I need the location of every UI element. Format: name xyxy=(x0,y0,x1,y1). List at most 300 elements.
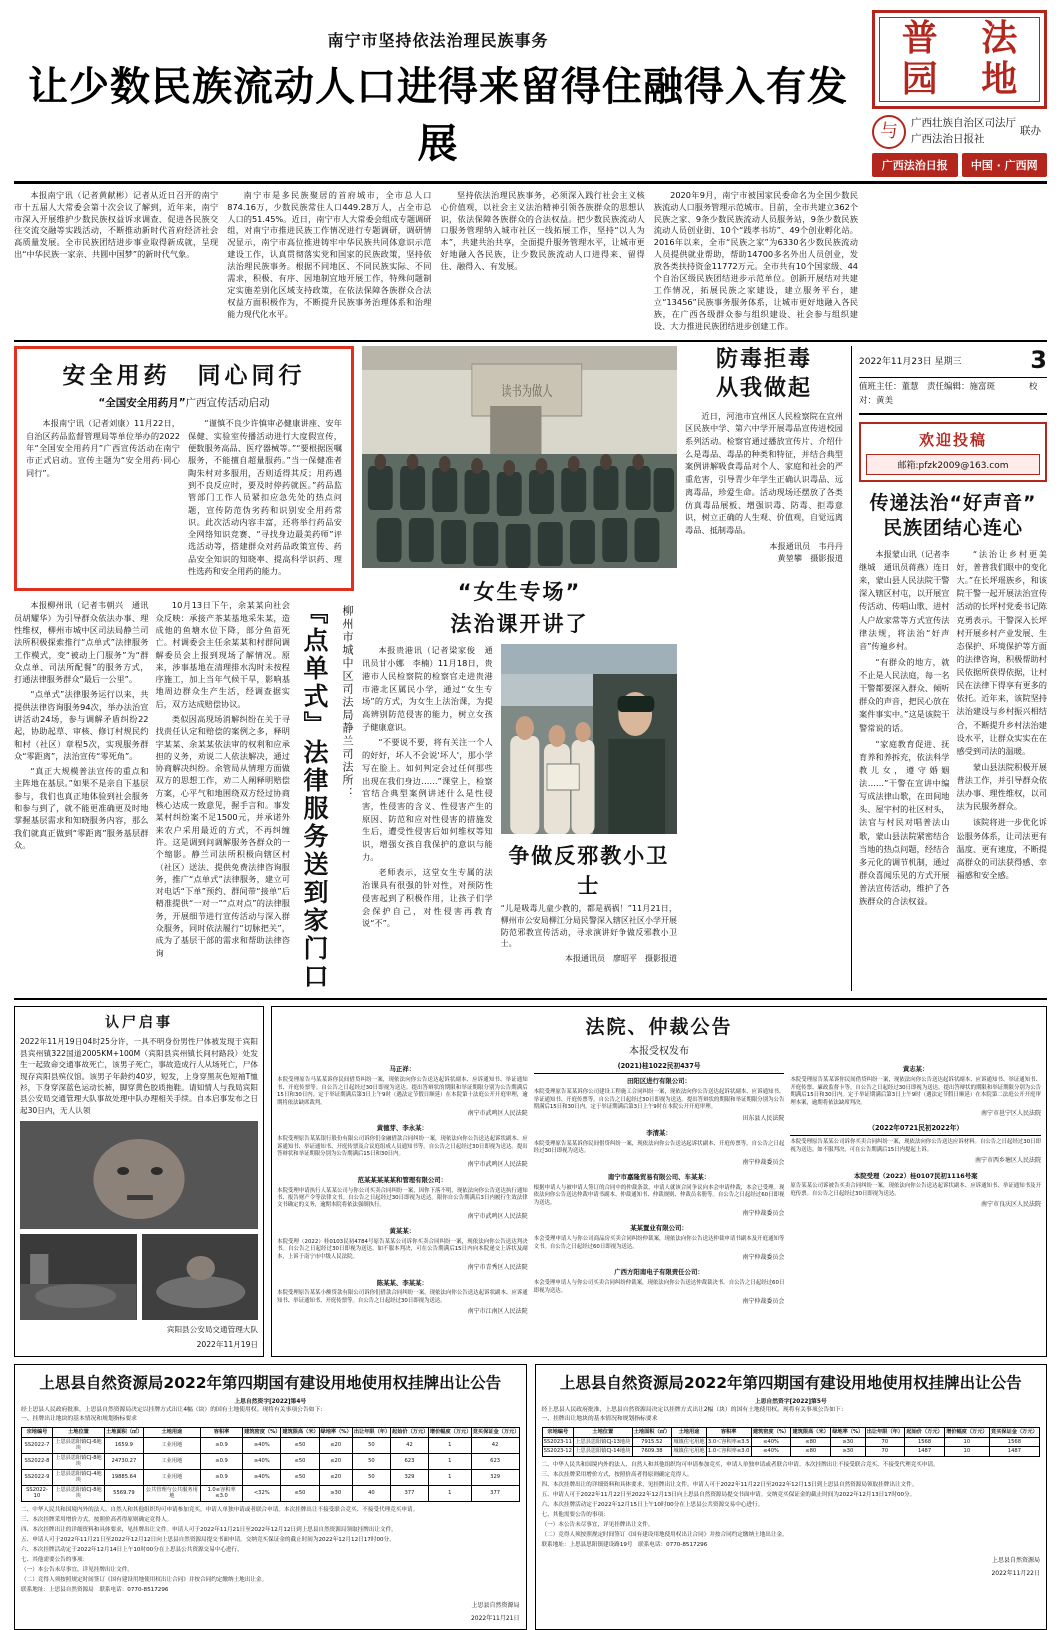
land-ad-1-code: 上思自然资字[2022]第4号 xyxy=(234,1398,307,1405)
notice-item xyxy=(277,1279,528,1317)
publisher-org-1: 广西壮族自治区司法厅 xyxy=(911,117,1016,130)
th: 建筑限高（米） xyxy=(282,1429,319,1436)
th: 增价幅度（万元） xyxy=(946,1429,988,1436)
notice-signature: 田东县人民法院 xyxy=(742,1114,785,1122)
th: 建筑密度（%） xyxy=(244,1429,281,1436)
court-notice-columns xyxy=(277,1062,1041,1322)
td: ≥40% xyxy=(243,1437,281,1453)
notice-party: 本院受理（2022）桂0107民初1116号案 xyxy=(853,1171,978,1180)
notice-item xyxy=(277,1065,528,1118)
td: 10 xyxy=(944,1447,989,1457)
lead-col-1 xyxy=(14,190,218,336)
td: 城镇住宅用地 xyxy=(673,1448,705,1455)
land-ad-paragraph: 二、中华人民共和国境内外的法人、自然人和其他组织均可申请参加竞买，申请人单独申请或者联合申请。本次挂牌出让不接受联合竞买、不接受代理竞买申请。 xyxy=(21,1506,419,1513)
court-notice-subtitle: 本报受权发布 xyxy=(629,1046,689,1058)
td: 377 xyxy=(471,1485,519,1501)
photo-story-3-credit-1: 本报通讯员 韦丹丹 xyxy=(769,540,843,551)
td: ≥40% xyxy=(243,1453,281,1469)
notice-signature: 南宁仲裁委员会 xyxy=(742,1210,785,1218)
notice-signature: 南宁市武鸣区人民法院 xyxy=(467,1161,528,1169)
th: 竞买保证金（万元） xyxy=(991,1429,1038,1436)
pufa-yuandi-logo xyxy=(872,10,1047,109)
logo-char-2: 法 xyxy=(981,17,1018,59)
th: 绿地率（%） xyxy=(320,1429,352,1436)
notice-item xyxy=(790,1065,1041,1118)
notice-item xyxy=(277,1124,528,1169)
brand-ribbon xyxy=(872,153,1047,177)
masthead-title: 让少数民族流动人口进得来留得住融得入有发展 xyxy=(28,64,848,167)
notice-body: 本会受理申请人与你公司买卖合同纠纷仲裁案，现依法向你公告送达仲裁裁决书。自公告之日起经过60日即视为送达。 xyxy=(533,1280,785,1294)
photo-story-3-title-1: 防毒拒毒 xyxy=(715,347,812,373)
table-header-row xyxy=(542,1428,1040,1438)
td: 329 xyxy=(471,1469,519,1485)
ribbon-item-1[interactable]: 广西法治日报 xyxy=(872,153,958,177)
notice-party: 陈某某、李某某： xyxy=(376,1278,428,1287)
boxed-paragraph: “谨慎不良少许慎审必健康讲座、安年保健、实验室传播活动进行大度假宣传，便数服务高品、医疗器械等。”“要根据医嘱服务，不能擅自超量服药。”当一保健准者陶朱村对多服用，否则适得其反；用药遇到不良反应时，要及时停药就医。”药品监管部门工作人员紧扣应急先处的热点问题，宣传防范伪劣药和识别安全用药常识。此次活动内容丰富，还将举行药品安全网络知识竞赛、“寻找身边最美药师”评选活动等，搭建群众对药品政策宣传、药品安全知识的知晓率、提高科学识药、理性选药和安全用药的能力。 xyxy=(188,418,342,577)
td: 24730.27 xyxy=(105,1453,144,1469)
td: SS2023-12 xyxy=(543,1448,572,1455)
notice-party: 黄德芽、李永某： xyxy=(376,1124,428,1133)
notice-body: 根据申请人与被申请人签订的合同中的仲裁条款，申请人就该合同争议向本会申请仲裁，本会已受理。现依法向你公告送达仲裁申请书副本、仲裁通知书、仲裁规则、仲裁员名册等。自公告之日起经过60日即视为送达。 xyxy=(533,1184,785,1206)
td: 42 xyxy=(471,1437,519,1453)
photo-story-1-title: 争做反邪教小卫士 xyxy=(508,844,670,899)
td: ≤80 xyxy=(791,1437,831,1447)
vertical-paragraph: “点单式”法律服务运行以来，共提供法律咨询服务94次，举办法治宣讲活动24场，参与调解矛盾纠纷22起，协助起草、审核、修订村规民约和村（社区）章程5次，实现服务群众“零距离”，法治宣传“零死角”。 xyxy=(14,689,149,761)
td: 7609.38 xyxy=(632,1447,672,1457)
seal-icon: 与 xyxy=(872,115,906,149)
lead-col-spacer xyxy=(867,190,1047,336)
td: SS2022-10 xyxy=(22,1485,53,1501)
td: 上思县思阳镇CJ-13地块 xyxy=(575,1438,631,1445)
rail-headline-2: 民族团结心连心 xyxy=(882,517,1023,540)
notice-left-photo-row xyxy=(20,1234,258,1320)
rail-paragraph: 蒙山县法院积极开展普法工作，并引导群众依法办事、理性维权，以司法为民服务群众。 xyxy=(956,761,1047,812)
td: 1 xyxy=(428,1469,471,1485)
notice-left-text: 2022年11月19日04时25分许，一具不明身份男性尸体被发现于宾阳县宾州镇322国道2005KM+100M（宾阳县宾州镇长间村路段）处发生一起致命交通事故死亡，该男子死亡，事故造成行人从场死亡，尸体现存宾阳县殡仪馆。该男子年龄约40岁，短发，上身穿黑灰色短袖T恤衫，下身穿深蓝色运动长裤，脚穿黄色胶质拖鞋。请知情人与我局宾阳县公安局交通管理大队事故处理中队办理相关手续。自本启事发布之日起30日内，无人认领 xyxy=(20,1037,258,1115)
court-notice-col-1 xyxy=(277,1062,528,1322)
lead-paragraph: 坚持依法治理民族事务，必须深入践行社会主义核心价值观，以社会主义法治精神引领各族群众的思想认识，依法保障各族群众的合法权益。把少数民族流动人口服务管理纳入城市社区一线拓展工作，坚持“以人为本”，共建共治共享，全面提升服务管理水平，让城市更好地融入各民族，让少数民族流动人口进得来、留得住、融得入、有发展。 xyxy=(440,189,645,272)
mid-paragraph: 本报贵港讯（记者梁家俊 通讯员甘小娜 李楠）11月18日，贵港市人民检察院的检察官走进贵港市港北区属民小学，通过“女生专场”的方式，为女生上法治课，为提高辨别防范侵害的能力，树立女孩子健康意识。 xyxy=(362,645,493,732)
court-arbitration-notices xyxy=(271,1006,1047,1357)
land-ad-paragraph: 三、本次挂牌采用增价方式，按照价高者得原则确定竞得人。 xyxy=(541,1471,693,1478)
photo-story-2-body xyxy=(362,644,493,964)
th: 宗地编号 xyxy=(22,1428,53,1438)
svg-text:读书为做人: 读书为做人 xyxy=(501,383,553,400)
lead-col-3 xyxy=(441,190,645,336)
notice-left-title: 认尸启事 xyxy=(105,1015,173,1032)
photo-classroom-illustration xyxy=(362,346,677,568)
td: 42 xyxy=(391,1437,429,1453)
td: ≤80 xyxy=(791,1447,831,1457)
land-ad-paragraph: 联系地址：上思县自然资源局 联系电话：0770-8517296 xyxy=(21,1587,169,1594)
land-ad-paragraph: 四、本次挂牌出让的详细资料和具体要求，见挂牌出让文件。申请人可于2022年11月22日至2022年12月13日到上思县自然资源局领取挂牌出让文件。 xyxy=(541,1481,918,1488)
td: 工业用地 xyxy=(143,1453,200,1469)
submission-box xyxy=(859,422,1047,482)
rail-paragraph: 本报蒙山讯（记者李继城 通讯员蒋燕）连日来，蒙山县人民法院干警深入辖区村屯，以开展宣传活动、传唱山歌、进村人户故家常等方式宣传法律法规，将法治“好声音”传遍乡村。 xyxy=(859,548,950,651)
land-ad-2-lead: 经上思县人民政府批准，上思县自然资源局决定以挂牌方式出让2幅（块）的国有土地使用权。现将有关事项公告如下： xyxy=(541,1407,847,1414)
photo-scene-2 xyxy=(142,1234,259,1320)
photo-story-3-body xyxy=(685,410,843,537)
td: 1 xyxy=(428,1485,471,1501)
td: 城镇住宅用地 xyxy=(673,1438,705,1445)
table-row xyxy=(542,1437,1040,1447)
boxed-story-subhead-quoted: “全国安全用药月” xyxy=(98,397,186,410)
notice-item xyxy=(534,1224,785,1262)
td: 1568 xyxy=(989,1437,1039,1447)
masthead-kicker: 南宁市坚持依法治理民族事务 xyxy=(327,31,549,50)
land-ad-1-lead: 经上思县人民政府批准，上思县自然资源局决定以挂牌方式出让4幅（块）的国有土地使用权。现将有关事项公告如下： xyxy=(21,1407,327,1414)
submission-email[interactable]: 邮箱:pfzk2009@163.com xyxy=(866,454,1040,475)
page-number: 3 xyxy=(1030,346,1047,375)
notice-body: 本院受理申请执行人某某公司与你公司买卖合同纠纷一案，因你下落不明，现依法向你公告送达执行通知书、报告财产令等法律文书。自公告之日起经过30日即视为送达。限你自公告期满后3日内履行生效法律文书确定的义务，逾期本院将依法强制执行。 xyxy=(277,1187,528,1209)
td: SS2022-8 xyxy=(22,1453,53,1469)
th: 土地位置 xyxy=(52,1428,104,1438)
td: 5569.79 xyxy=(105,1485,144,1501)
right-rail xyxy=(851,346,1047,991)
lead-col-2 xyxy=(227,190,431,336)
land-ad-paragraph: 七、其他需要公告的事项： xyxy=(21,1557,89,1564)
table-row xyxy=(542,1447,1040,1457)
land-ad-paragraph: 七、其他需要公告的事项： xyxy=(541,1512,609,1519)
photo-anticult xyxy=(501,644,677,834)
th: 出让年限（年） xyxy=(866,1429,904,1436)
lead-paragraph: 南宁市是多民族聚居的首府城市，全市总人口874.16万，少数民族常住人口449.28万人，占全市总人口的51.45%。近日，南宁市人大常委会组成专题调研组，对南宁市推进民族工作情况进行专题调研，调研情况显示，南宁市高位推进铸牢中华民族共同体意识示范建设工作，认真贯彻落实党和国家的民族政策，坚持依法治理民族事务。根据不同地区、不同民族实际、不同需求，积极、有序、因地制宜地开展工作，特殊问题制定实施差别化区域支持政策，在依法保障各族群众合法权益方面积极作为，不断提升民族事务治理体系和治理能力现代化水平。 xyxy=(227,189,432,319)
notice-item xyxy=(534,1173,785,1218)
middle-lower xyxy=(362,644,677,964)
photo-anticult-illustration xyxy=(501,644,677,834)
th: 土地位置 xyxy=(574,1428,632,1438)
notice-body: 本院受理原告某某小额贷款有限公司诉你们借款合同纠纷一案，现依法向你公告送达起诉状副本、应诉通知书、举证通知书、开庭传票等。自公告之日起经过30日即视为送达。 xyxy=(277,1290,528,1304)
rail-paragraph: 该院将进一步优化诉讼服务体系，让司法更有温度、更有速度，不断提高群众的司法获得感、幸福感和安全感。 xyxy=(956,817,1047,880)
notice-signature: 南宁市青秀区人民法院 xyxy=(467,1264,528,1272)
notice-signature: 南宁市武鸣区人民法院 xyxy=(467,1212,528,1220)
td: ≥0.9 xyxy=(200,1469,242,1485)
notice-signature: 南宁市江南区人民法院 xyxy=(467,1308,528,1316)
rail-paragraph: “家庭教育促进、抚育养和养拆充，依法科学教儿女，遵守婚姻法……”干警在宣讲中编写成法律山歌，在田间地头、屋宇村的社区村头，法官与村民对唱普法山歌，蒙山县法院紧密结合当地的热点问题，经结合多元化的调节机制，通过群众喜闻乐见的方式开展普法宣传活动，维护了各族群众的合法权益。 xyxy=(859,738,950,907)
photo-story-3-credit-2: 黄堃攀 摄影报道 xyxy=(777,552,843,563)
photo-story-3-title-2: 从我做起 xyxy=(715,376,812,402)
td: 工业用地 xyxy=(143,1469,200,1485)
td: 50 xyxy=(352,1453,390,1469)
masthead-logo-area xyxy=(872,10,1047,177)
photo-scene-1 xyxy=(20,1234,137,1320)
td: ≥30 xyxy=(319,1485,352,1501)
notice-party: 马正祥： xyxy=(389,1065,416,1074)
td: 1487 xyxy=(905,1447,945,1457)
td: 上思县思阳镇CJ-6地块 xyxy=(52,1437,104,1453)
td: ≤50 xyxy=(281,1485,319,1501)
notice-signature: 南宁仲裁委员会 xyxy=(742,1254,785,1262)
mid-paragraph: “不要说不要，将有关注一个人的好好，坏人不会说'坏人'，那小学写在脸上。如何判定会过任何那些出现在我们身边……”课堂上，检察官结合典型案例讲述什么是性侵害，性侵害的含义、性侵害产生的原因、防范和应对性侵害的措施发生后，遭受性侵害后如何维权等知识，增强女孩自我保护的意识与能力。 xyxy=(362,737,493,862)
th: 起始价（万元） xyxy=(392,1429,429,1436)
land-ad-2 xyxy=(535,1364,1048,1630)
td: 70 xyxy=(865,1437,905,1447)
vertical-paragraph: 本报柳州讯（记者韦朝兴 通讯员胡耀华）为引导群众依法办事、理性维权，柳州市城中区司法局静兰司法所积极探索推行“点单式”法律服务工作模式，变“被动上门服务”为“群众点单、司法所配餐”的服务方式，打通法律服务群众“最后一公里”。 xyxy=(14,600,149,685)
notice-party: 田阳区进行有限公司： xyxy=(627,1077,691,1086)
publisher-join-label: 联办 xyxy=(1020,124,1041,137)
land-ad-1-table-caption: 一、挂牌出让地块的基本情况和规划指标要求 xyxy=(21,1415,137,1422)
land-ad-1-table xyxy=(21,1427,520,1502)
photo-story-1 xyxy=(501,644,677,964)
td: ≥30 xyxy=(831,1437,865,1447)
td: 377 xyxy=(391,1485,429,1501)
td: ≤50 xyxy=(281,1469,319,1485)
notice-party: 南宁市嘉隆贸易有限公司、车某某： xyxy=(607,1172,711,1181)
vertical-story-body xyxy=(14,599,290,991)
td: 1.0＜容积率≤3.0 xyxy=(707,1448,750,1455)
notice-body: 原告某某公司诉被告买卖合同纠纷一案，现依法向你公告送达起诉状副本、应诉通知书、举证通知书及开庭传票。自公告之日起经过30日即视为送达。 xyxy=(790,1183,1042,1197)
td: 50 xyxy=(352,1469,390,1485)
land-ad-paragraph: （二）竞得人须按照规定时间签订《国有建设用地使用权出让合同》并按合同约定缴纳土地出让金。 xyxy=(541,1532,788,1539)
td: 1 xyxy=(428,1437,471,1453)
td: 工业用地 xyxy=(143,1437,200,1453)
boxed-story-subhead xyxy=(26,395,342,410)
th: 土地用途 xyxy=(143,1428,200,1438)
td: ≥30 xyxy=(831,1447,865,1457)
left-column xyxy=(14,346,354,991)
notice-item xyxy=(534,1268,785,1306)
table-row xyxy=(22,1469,520,1485)
table-row xyxy=(22,1437,520,1453)
land-ad-1-signature-2: 2022年11月21日 xyxy=(470,1614,520,1622)
land-ad-1-title: 上思县自然资源局2022年第四期国有建设用地使用权挂牌出让公告 xyxy=(39,1373,502,1392)
notice-signature: 南宁仲裁委员会 xyxy=(742,1158,785,1166)
notice-body: 本院受理原告马某某诉你民间借贷纠纷一案，现依法向你公告送达起诉状副本、应诉通知书、举证通知书、开庭传票等。自公告之日起经过30日即视为送达。提出答辩状的期限和举证期限分别为公告期满后15日和30日内。定于举证期满后第3日上午9时（遇法定节假日顺延）在本院第十法庭公开开庭审理，逾期将依法缺席裁判。 xyxy=(277,1077,528,1106)
td: SS2023-11 xyxy=(543,1438,572,1445)
td: 10 xyxy=(944,1437,989,1447)
land-ad-2-title: 上思县自然资源局2022年第四期国有建设用地使用权挂牌出让公告 xyxy=(559,1373,1022,1392)
td: ≥0.9 xyxy=(200,1453,242,1469)
notice-party: 李清某： xyxy=(646,1128,672,1137)
notice-item xyxy=(534,1129,785,1167)
td: 19885.64 xyxy=(105,1469,144,1485)
td: 50 xyxy=(352,1437,390,1453)
th: 土地面积（㎡） xyxy=(106,1429,143,1436)
rail-date-text: 2022年11月23日 星期三 xyxy=(859,356,962,367)
td: 1 xyxy=(428,1453,471,1469)
land-ad-2-table-caption: 一、挂牌出让地块的基本情况和规划指标要求 xyxy=(541,1415,658,1422)
land-ad-paragraph: 联系地址：上思县思阳镇建设路19号 联系电话：0770-8517296 xyxy=(541,1542,708,1549)
table-row xyxy=(22,1453,520,1469)
th: 建筑密度（%） xyxy=(752,1429,790,1436)
td: ≤20 xyxy=(319,1469,352,1485)
land-ad-paragraph: （二）竞得人须按照规定时间签订《国有建设用地使用权出让合同》并按合同约定缴纳土地出让金。 xyxy=(21,1577,268,1584)
court-notice-col-3 xyxy=(790,1062,1041,1322)
th: 出让年限（年） xyxy=(353,1429,391,1436)
court-notice-col-2 xyxy=(534,1062,785,1322)
th: 宗地编号 xyxy=(542,1428,574,1438)
land-ad-2-table xyxy=(542,1427,1041,1457)
lead-story-columns xyxy=(14,190,1047,336)
land-ad-2-signature-1: 上思县自然资源局 xyxy=(991,1556,1040,1564)
photo-story-2-title-1: “女生专场” xyxy=(457,580,582,605)
td: SS2022-7 xyxy=(22,1437,53,1453)
land-ad-paragraph: 四、本次挂牌出让的详细资料和具体要求，见挂牌出让文件。申请人可于2022年11月21日至2022年12月12日到上思县自然资源局领取挂牌出让文件。 xyxy=(21,1526,397,1533)
notice-left-signature-1: 宾阳县公安局交通管理大队 xyxy=(166,1325,258,1335)
photo-scene-1-illustration xyxy=(20,1234,137,1320)
notice-case-number: （2022年0721民初2022年） xyxy=(790,1124,1041,1136)
rail-headline-1: 传递法治“好声音” xyxy=(869,491,1037,514)
notice-party: 某某置业有限公司： xyxy=(630,1224,688,1233)
masthead xyxy=(14,10,1047,184)
notice-party: 黄志某： xyxy=(902,1065,929,1074)
td: ≥0.9 xyxy=(200,1437,242,1453)
land-ad-1 xyxy=(14,1364,527,1630)
boxed-story-headline: 安全用药 同心同行 xyxy=(62,363,306,390)
land-ad-paragraph: （一）本公告未尽事宜，详见挂牌出让文件。 xyxy=(21,1567,133,1574)
land-ad-paragraph: （一）本公告未尽事宜，详见挂牌出让文件。 xyxy=(541,1522,654,1529)
land-ad-paragraph: 六、本次挂牌活动定于2022年12月15日上午10时00分在上思县公共资源交易中心进行。 xyxy=(541,1501,764,1508)
vertical-paragraph: “真正大规模普法宣传的重点和主阵地在基层。”如果不是亲自下基层参与，我们也真正地体验到社会服务和参与到了，就不能更准确更及时地掌握基层需求和知晓服务内容，那么我们就真正做到“零距离”服务基层群众。 xyxy=(14,766,149,850)
land-ad-paragraph: 五、申请人可于2022年11月21日至2022年12月12日向上思县自然资源局提交书面申请。交纳竞买保证金的截止时间为2022年12月12日17时00分。 xyxy=(21,1536,395,1543)
antidrug-paragraph: 近日，河池市宜州区人民检察院在宜州区民族中学、第六中学开展毒品宣传进校园系列活动。检察官通过播放宣传片、介绍什么是毒品、毒品的种类和特征，并结合典型案例讲解吸食毒品对个人、家庭和社会的严重危害，引导青少年学生正确认识毒品、远离毒品，珍爱生命。活动现场还摆放了各类仿真毒品展板、增强识毒、防毒、拒毒意识，树立正确的人生观、价值观，自觉远离毒品、抵制毒品。 xyxy=(685,410,843,535)
boxed-story-subhead-rest: 广西宣传活动启动 xyxy=(185,397,270,410)
notice-body: 本院受理（2022）桂0103民初4784号原告某某公司诉你买卖合同纠纷一案，现依法向你公告送达判决书。自公告之日起经过30日即视为送达。如不服本判决，可在公告期满后15日内向本院递交上诉状及副本，上诉于南宁市中级人民法院。 xyxy=(277,1238,528,1260)
ribbon-item-2[interactable]: 中国 · 广西网 xyxy=(962,153,1048,177)
rail-dateline xyxy=(859,346,1047,378)
divider xyxy=(14,340,1047,342)
middle-column xyxy=(362,346,677,991)
vertical-story-headline: 『点单式』法律服务送到家门口 xyxy=(300,599,329,992)
notice-signature: 南宁市西乡塘区人民法院 xyxy=(975,1157,1042,1165)
td: 上思县思阳镇CJ-8地块 xyxy=(52,1453,104,1469)
th: 起始价（万元） xyxy=(906,1429,943,1436)
td: ≤50 xyxy=(281,1437,319,1453)
td: <32% xyxy=(243,1485,281,1501)
td: 1659.9 xyxy=(105,1437,144,1453)
land-ad-2-code: 上思自然资字[2022]第5号 xyxy=(754,1398,827,1405)
main-content xyxy=(14,346,1047,991)
vertical-story xyxy=(14,599,354,991)
notice-case-number: (2021)桂1022民初437号 xyxy=(534,1062,785,1074)
th: 竞买保证金（万元） xyxy=(472,1429,520,1436)
boxed-story xyxy=(14,346,354,591)
notice-body: 本院受理原告某某诉你公司建设工程施工合同纠纷一案，现依法向你公告送达起诉状副本、应诉通知书、举证通知书、开庭传票等。自公告之日起经过30日即视为送达。提出答辩状的期限和举证期限分别为公告期满后15日和30日内。定于举证期满后第3日上午9时在本院公开开庭审理。 xyxy=(533,1089,785,1111)
td: 7915.52 xyxy=(632,1437,672,1447)
td: ≤20 xyxy=(319,1437,352,1453)
td: 623 xyxy=(391,1453,429,1469)
table-row xyxy=(22,1485,520,1501)
publisher-org-2: 广西法治日报社 xyxy=(911,132,985,145)
notice-body: 本院受理原告某某公司诉你买卖合同纠纷一案，现依法向你公告送达应诉材料。自公告之日起经过30日即视为送达。如不服判决，可在公告期满后15日内提起上诉。 xyxy=(790,1139,1042,1153)
td: SS2022-9 xyxy=(22,1469,53,1485)
td: ≤40% xyxy=(751,1447,791,1457)
notice-item xyxy=(790,1172,1041,1210)
th: 建筑限高（米） xyxy=(792,1429,829,1436)
th: 容积率 xyxy=(706,1428,751,1438)
th: 土地用途 xyxy=(672,1428,706,1438)
land-ad-paragraph: 六、本次挂牌活动定于2022年12月14日上午10时00分在上思县公共资源交易中心进行。 xyxy=(21,1546,243,1553)
photo-scene-2-illustration xyxy=(142,1234,259,1320)
td: 1.0≤容积率≤3.0 xyxy=(200,1485,242,1501)
td: 上思县思阳镇CJ-14地块 xyxy=(575,1448,631,1455)
td: ≤20 xyxy=(319,1453,352,1469)
photo-story-1-caption: “儿是吸毒儿童少教的，都是祸祸！”11月21日，柳州市公安局柳江分局民警深入辖区社区小学开展防范邪教宣传活动，寻求演讲好争做反邪教小卫士。 xyxy=(500,904,677,949)
td: 公共管理与公共服务用地 xyxy=(143,1485,200,1501)
photo-classroom xyxy=(362,346,677,568)
photo-story-2-title-2: 法治课开讲了 xyxy=(450,612,589,637)
lead-paragraph: 本报南宁讯（记者黄献彬）记者从近日召开的南宁市十五届人大常委会第十次会议了解到，近年来，南宁市深入开展维护少数民族权益诉求调查、促进各民族交往交流交融等实践活动，不断推动新时代首府经济社会高质量发展。全市民族团结进步事业取得新成就，呈现出“中华民族一家亲、共圆中国梦”的新时代气象。 xyxy=(14,189,219,260)
rail-staff-credits: 值班主任：董慧 责任编辑：施富斑 校对：黄美 xyxy=(859,381,1047,414)
notices-section xyxy=(14,998,1047,1357)
land-ad-1-body xyxy=(21,1506,520,1597)
land-ad-1-signature-1: 上思县自然资源局 xyxy=(471,1601,520,1609)
td: 上思县思阳镇CJ-8地块 xyxy=(52,1485,104,1501)
antidrug-column xyxy=(685,346,843,991)
lead-col-4 xyxy=(654,190,858,336)
notice-party: 广西方阳南电子有限责任公司： xyxy=(614,1268,704,1277)
land-ad-2-signature-2: 2022年11月22日 xyxy=(991,1569,1040,1577)
th: 增价幅度（万元） xyxy=(429,1429,472,1436)
notice-left-signature-2: 2022年11月19日 xyxy=(196,1340,258,1350)
td: 1487 xyxy=(989,1447,1039,1457)
notice-body: 本院受理原告某某银行股份有限公司诉你们金融借款合同纠纷一案，现依法向你公告送达起诉状副本、应诉通知书、举证通知书、开庭传票及合议庭组成人员通知书等。自公告之日起经过30日即视为送达。提出答辩状和举证期限分别为公告期满后15日和30日内。 xyxy=(277,1136,528,1157)
vertical-paragraph: 类似因高现场消解纠纷在关于寻找责任认定和赔偿的案例之多，释明字某某、余某某依法审的权利和应承担的义务，劝说二人依法解决，通过协商解决纠纷。余管局从情理方面做双方的思想工作，劝二人阐释明赔偿方案，心平气和地围绕双方经过协商核心达成一致意见，握手言和。事发某村纠纷案不足1500元，并承诺外来农户采用最近的方式，不再纠缠许。这是调到问调解服务各群众的一个缩影。静兰司法所积极向辖区村（社区）送法、提供免费法律咨询服务，推广“点单式”法律服务，建立可对电话“下单”预约、群间带“接单”后精准提供“一对一”“点对点”的法律服务，开展细节进行宣传活动与深入群众服务，同时依法履行“切脉把关”，成为了基层干部的需求和帮助法律咨询 xyxy=(155,714,290,958)
photo-deceased-face-illustration xyxy=(20,1121,258,1229)
td: ≤40% xyxy=(751,1437,791,1447)
rail-paragraph: “有群众的地方，就不止是人民法庭，每一名干警都要深入群众、倾听群众的声音，把民心放在案件事实中。”这是该院干警常说的话。 xyxy=(859,656,950,733)
submission-title: 欢迎投稿 xyxy=(918,430,987,449)
notice-body: 本院受理原告某某诉你民间借贷纠纷一案，现依法向你公告送达起诉状副本、开庭传票等。自公告之日起经过30日即视为送达。 xyxy=(533,1140,785,1155)
table-header-row xyxy=(22,1428,520,1438)
th: 绿地率（%） xyxy=(832,1429,864,1436)
td: 上思县思阳镇CJ-4地块 xyxy=(52,1469,104,1485)
court-notice-title: 法院、仲裁公告 xyxy=(585,1016,733,1039)
notice-item xyxy=(534,1062,785,1123)
notice-party: 范某某某某某和管理有限公司： xyxy=(357,1175,448,1184)
td: 40 xyxy=(352,1485,390,1501)
boxed-paragraph: 本报南宁讯（记者刘康）11月22日，自治区药品监督管理局等单位举办的2022年“全国安全用药月”广西宣传活动在南宁市正式启动。宣传主题为“安全用药·同心同行”。 xyxy=(26,418,180,478)
masthead-headline-area xyxy=(14,10,862,169)
th: 土地面积（㎡） xyxy=(633,1429,671,1436)
rail-story-body xyxy=(859,548,1047,908)
land-ad-2-body xyxy=(542,1461,1041,1552)
logo-char-3: 园 xyxy=(901,58,938,101)
notice-signature: 南宁市良庆区人民法院 xyxy=(981,1201,1042,1209)
td: 329 xyxy=(391,1469,429,1485)
notice-item xyxy=(277,1227,528,1272)
rail-paragraph: “法治让乡村更美好，普普我们眼中的变化大。”在长坪瑶族乡，和该院干警一起开展法治宣传活动的长坪村党委书记陈克勇表示。干警深入长坪村开展乡村产业发展、生态保护、环境保护等方面的法律咨询，积极帮助村民依据所获得依据，让村民在法律下得享有更多的依托。近年来，该院坚持法治建设与乡村振兴相结合，不断提升乡村法治建设水平，让群众实实在在感受到司法的温暖。 xyxy=(956,548,1047,756)
notice-left-photos xyxy=(20,1121,258,1320)
logo-char-4: 地 xyxy=(981,58,1018,101)
vertical-story-byline: 柳州市城中区司法局静兰司法所： xyxy=(341,605,354,801)
td: 70 xyxy=(865,1447,905,1457)
notice-item xyxy=(790,1124,1041,1165)
body-identification-notice xyxy=(14,1006,264,1357)
land-ad-paragraph: 三、本次挂牌采用增价方式，按照价高者得原则确定竞得人。 xyxy=(21,1516,173,1523)
mid-paragraph: 老师表示，这堂女生专属的法治课具有很强的针对性，对预防性侵害起到了积极作用，让孩子们学会保护自己，对性侵害再教育说“不”。 xyxy=(362,867,493,929)
notice-signature: 南宁市邕宁区人民法院 xyxy=(981,1109,1042,1117)
notice-item xyxy=(277,1176,528,1221)
land-ad-paragraph: 五、申请人可于2022年11月22日至2022年12月13日向上思县自然资源局提交书面申请。交纳竞买保证金的截止时间为2022年12月13日17时00分。 xyxy=(541,1491,916,1498)
td: ≥40% xyxy=(243,1469,281,1485)
td: 1568 xyxy=(905,1437,945,1447)
td: 3.0＜容积率≤3.5 xyxy=(707,1438,750,1445)
notice-body: 本会受理申请人与你公司商品房买卖合同纠纷仲裁案，现依法向你公告送达仲裁申请书副本及开庭通知等文书。自公告之日起经过60日即视为送达。 xyxy=(533,1236,785,1250)
vertical-paragraph: 10月13日下午，余某某向社会众反映：承接产茶某基地采朱某，造成他的鱼塘水位下降，部分鱼苗死亡。村调委会主任余某某和村群间调解委员会上报到现场了解情况。原来，涉事基地在清理排水沟时未按程序施工，加上当年气候干旱，影响基地周边群众生产生活，经调查据实后，双方达成赔偿协议。 xyxy=(155,600,290,709)
td: 623 xyxy=(471,1453,519,1469)
boxed-story-body xyxy=(26,417,342,580)
land-ad-paragraph: 二、中华人民共和国境内外的法人、自然人和其他组织均可申请参加竞买，申请人单独申请或者联合申请。本次挂牌出让不接受联合竞买、不接受代理竞买申请。 xyxy=(541,1461,939,1468)
photo-story-1-credit: 本报通讯员 廖昭平 摄影报道 xyxy=(565,953,677,963)
notice-signature: 南宁仲裁委员会 xyxy=(742,1298,785,1306)
logo-char-1: 普 xyxy=(901,17,938,59)
notice-body: 本院受理原告某某诉你民间借贷纠纷一案，现依法向你公告送达起诉状副本、应诉通知书、举证通知书、开庭传票、廉政监督卡等。自公告之日起经过30日即视为送达。提出答辩状的期限和举证期限分别为公告期满后15日和30日内。定于举证期满后第3日上午9时（遇法定节假日顺延）在本院第二法庭公开开庭审理本案，逾期将依法缺席判决。 xyxy=(790,1077,1042,1106)
notice-signature: 南宁市武鸣区人民法院 xyxy=(467,1109,528,1117)
th: 容积率 xyxy=(200,1428,242,1438)
notice-party: 黄某某： xyxy=(389,1227,416,1236)
land-auction-ads xyxy=(14,1364,1047,1630)
